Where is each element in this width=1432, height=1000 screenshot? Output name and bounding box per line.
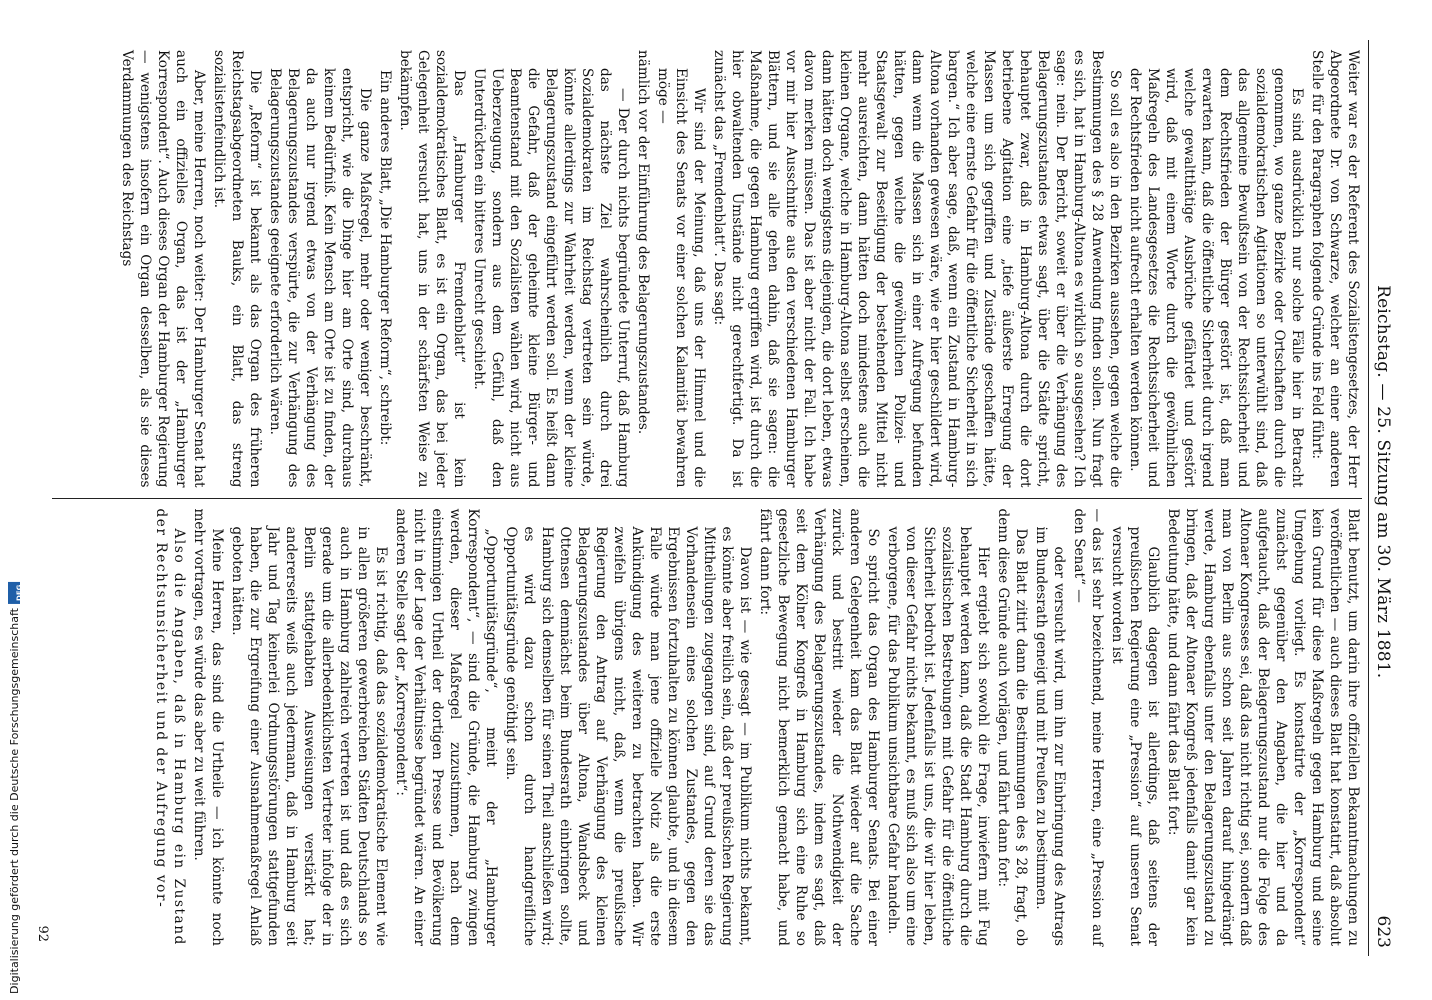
paragraph: — das ist sehr bezeichnend, meine Herren, eine „Pression auf den Senat“ — <box>1071 508 1105 946</box>
paragraph: oder versucht wird, um ihn zur Einbringung des Antrags im Bundesrath geneigt und mit Preußen zu bestimmen. <box>1033 526 1067 946</box>
page-header <box>1368 40 1393 956</box>
paragraph: „Opportunitätsgründe“, meint der „Hamburger Korrespondent“, — sind die Gründe, die Hamburg zwingen werden, dieser Maßregel zuzustimmen, nach dem einstimmigen Urtheil der dortigen Presse und Bevölkerung nicht in der Lage der Verhältnisse begründet wären. An einer anderen Stelle sagt der „Korrespondent“: <box>393 508 499 946</box>
digitization-credit <box>8 582 24 994</box>
text-columns <box>52 40 1362 956</box>
paragraph: Wir sind der Meinung, daß uns der Himmel und die Einsicht des Senats vor einer solchen Kalamität bewahren möge — <box>655 68 707 488</box>
dfg-logo-icon: DFG <box>9 582 21 604</box>
paragraph: Blatt benutzt, um darin ihre offiziellen Bekanntmachungen zu veröffentlichen — auch dieses Blatt hat konstatirt, daß absolut kein Grund für diese Maßregeln gegen Hamburg und seine Umgebung vorliegt. Es konstatirte der „Korrespondent“ zunächst gegenüber den Angaben, die hier und da aufgetaucht, daß der Belagerungszustand nur die Folge des Altonaer Kongresses sei, daß das nicht richtig sei, sondern daß man von Berlin aus schon seit Jahren darauf hingedrängt werde, Hamburg ebenfalls unter den Belagerungszustand zu bringen, daß der Altonaer Kongreß jedenfalls damit gar kein Bedeutung hätte, und dann fährt das Blatt fort: <box>1165 508 1361 946</box>
paragraph: Die „Reform“ ist bekannt als das Organ des früheren Reichstagsabgeordneten Bauks, ein Blatt, das streng sozialistenfeindlich ist. <box>211 50 263 488</box>
page-footer <box>35 40 52 956</box>
paragraph: Weiter war es der Referent des Sozialistengesetzes, der Herr Abgeordnete Dr. von Schwarze, welcher an einer anderen Stelle für den Paragraphen folgende Gründe ins Feld führt: <box>1309 50 1361 488</box>
right-column <box>52 499 1362 957</box>
paragraph: Aber, meine Herren, noch weiter: Der Hamburger Senat hat auch ein offizielles Organ, das ist der „Hamburger Korrespondent“. Auch dieses Organ der Hamburger Regierung — wenigstens insofern ein Organ desselben, als sie dieses Verdammungen des Reichstags <box>119 50 207 488</box>
paragraph: Das „Hamburger Fremdenblatt“ ist kein sozialdemokratisches Blatt, es ist ein Organ, das bei jeder Gelegenheit versucht hat, uns in der schärfsten Weise zu bekämpfen. <box>397 50 467 488</box>
paragraph: Es sind ausdrücklich nur solche Fälle hier in Betracht genommen, wo ganze Bezirke oder Ortschaften durch die sozialdemokratischen Agitationen so unterwühlt sind, daß das allgemeine Bewußtsein von der Rechtssicherheit und dem Rechtsfrieden der Bürger gestört ist, daß man erwarten kann, daß die öffentliche Sicherheit durch irgend welche gewaltthätige Ausbrüche gefährdet und gestört wird, daß mit einem Worte durch die gewöhnlichen Maßregeln des Landesgesetzes die Rechtssicherheit und der Rechtsfrieden nicht aufrecht erhalten werden können. <box>1127 68 1305 488</box>
credit-text: Digitalisierung gefördert durch die Deutsche Forschungsgemeinschaft <box>8 608 21 994</box>
paragraph: Die ganze Maßregel, mehr oder weniger beschränkt, entspricht, wie die Dinge hier am Orte sind, durchaus keinem Bedürfniß. Kein Mensch am Orte ist zu finden, der da auch nur irgend etwas von der Verhängung des Belagerungszustandes verspürte, die zur Verhängung des Belagerungszustandes geeignete erforderlich wären. <box>267 68 373 488</box>
paragraph: Davon ist — wie gesagt — im Publikum nichts bekannt, es könnte aber freilich sein, daß der preußischen Regierung Mittheilungen zugegangen sind, auf Grund deren sie das Vorhandensein eines solchen Zustandes, gegen den Ergebnissen fortzuhalten zu können glaubte, und in diesem Falle würde man jene offizielle Notiz als die erste Ankündigung des weiteren zu betrachten haben. Wir zweifeln übrigens nicht, daß, wenn die preußische Regierung den Antrag auf Verhängung des kleinen Belagerungszustandes über Altona, Wandsbeck und Ottensen demnächst beim Bundesrath einbringen sollte, Hamburg sich demselben für seinen Theil anschließen wird; es wird dazu schon durch handgreifliche Opportunitätsgründe genöthigt sein. <box>503 526 753 946</box>
paragraph: So soll es also in den Bezirken aussehen, gegen welche die Bestimmungen des § 28 Anwendung finden sollen. Nun fragt es sich, hat in Hamburg-Altona es wirklich so ausgesehen? Ich sage: nein. Der Bericht, soweit er über die Verhängung des Belagerungszustandes etwas sagt, über die Städte spricht, behauptet zwar, daß in Hamburg-Altona durch die dort betriebene Agitation eine „tiefe äußerste Erregung der Massen um sich gegriffen und Zustände geschaffen hätte, welche eine ernste Gefahr für die öffentliche Sicherheit in sich bargen.“ Ich aber sage, daß, wenn ein Zustand in Hamburg-Altona vorhanden gewesen wäre, wie er hier geschildert wird, dann wenn die Massen sich in einer Aufregung befunden hätten, gegen welche die gewöhnlichen Polizei- und Staatsgewalt zur Beseitigung der bestehenden Mittel nicht mehr ausreichten, dann hätten doch mindestens auch die kleinen Organe, welche in Hamburg-Altona selbst erscheinen, dann hätten doch wenigstens diejenigen, die dort leben, etwas davon merken müssen. Das ist aber nicht der Fall. Ich habe vor mir hier Ausschnitte aus den verschiedenen Hamburger Blättern, und sie alle gehen dahin, daß sie sagen: die Maßnahme, die gegen Hamburg ergriffen wird, ist durch die hier obwaltenden Umstände nicht gerechtfertigt. Da ist zunächst das „Fremdenblatt“. Das sagt: <box>711 50 1123 488</box>
paragraph: Meine Herren, das sind die Urtheile — ich könnte noch mehr vortragen, es würde das aber zu weit führen. <box>191 508 225 946</box>
paragraph: Es ist richtig, daß das sozialdemokratische Element wie in allen größeren gewerbreichen Städten Deutschlands so auch in Hamburg zahlreich vertreten ist und daß es sich gerade um die allerbedenklichsten Vertreter infolge der in Berlin stattgehabten Ausweisungen verstärkt hat; andererseits weiß auch jedermann, daß in Hamburg seit Jahr und Tag keinerlei Ordnungsstörungen stattgefunden haben, die zur Ergreifung einer Ausnahmemaßregel Anlaß geboten hätten. <box>229 526 389 946</box>
paragraph: — Der durch nichts begründete Unterruf, daß Hamburg das nächste Ziel wahrscheinlich durch drei Sozialdemokraten im Reichstag vertreten sein würde, könnte allerdings zur Wahrheit werden, wenn der kleine Belagerungszustand eingeführt werden soll. Es heißt dann die Gefahr, daß der geheimte kleine Bürger- und Beamtenstand mit den Sozialisten wählen wird, nicht aus Ueberzeugung, sondern aus dem Gefühl, daß den Unterdrückten ein bitteres Unrecht geschieht. <box>471 68 631 488</box>
signature-mark: 92 <box>35 925 50 942</box>
paragraph: nämlich vor der Einführung des Belagerungszustandes. <box>635 50 651 435</box>
page-title: Reichstag. — 25. Sitzung am 30. März 1881. <box>1373 285 1393 679</box>
page-number: 623 <box>1373 915 1393 948</box>
paragraph: Ein anderes Blatt, „Die Hamburger Reform“, schreibt: <box>377 70 393 446</box>
paragraph: Glaublich dagegen ist allerdings, daß seitens der preußischen Regierung eine „Pression“ auf unseren Senat versucht worden ist <box>1109 526 1161 946</box>
left-column <box>52 40 1362 498</box>
paragraph: So spricht das Organ des Hamburger Senats. Bei einer anderen Gelegenheit kam das Blatt wieder auf die Sache zurück und bestritt wieder die Nothwendigkeit der Verhängung des Belagerungszustandes, indem es sagt, daß seit dem Kölner Kongreß in Hamburg sich eine Ruhe so gesetzliche Bewegung nicht bemerklich gemacht habe, und fährt dann fort: <box>757 508 881 946</box>
paragraph: Das Blatt zitirt dann die Bestimmungen des § 28, fragt, ob denn diese Gründe auch vorlägen, und fährt dann fort: <box>995 508 1029 946</box>
scanned-page <box>21 14 1411 986</box>
paragraph: Also die Angaben, daß in Hamburg ein Zustand der Rechtsunsicherheit und der Aufregung vor- <box>153 508 187 946</box>
paragraph: Hier ergiebt sich sowohl die Frage, inwiefern mit Fug behauptet werden kann, daß die Stadt Hamburg durch die sozialistischen Bestrebungen mit Gefahr für die öffentliche Sicherheit bedroht ist. Jedenfalls ist uns, die wir hier leben, von dieser Gefahr nichts bekannt, es muß sich also um eine verborgene, für das Publikum unsichtbare Gefahr handeln. <box>885 526 991 946</box>
